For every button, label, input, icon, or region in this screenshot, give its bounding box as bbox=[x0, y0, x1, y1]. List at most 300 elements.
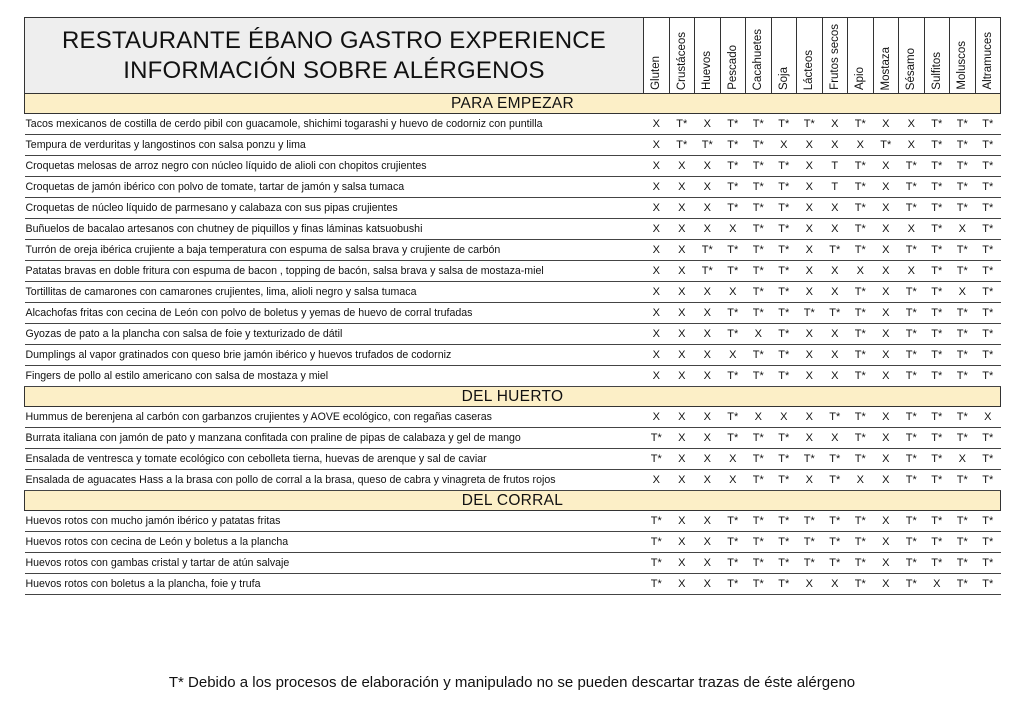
allergen-mark: X bbox=[644, 114, 670, 135]
allergen-mark: T* bbox=[848, 511, 874, 532]
allergen-mark: X bbox=[669, 240, 695, 261]
allergen-mark: T* bbox=[975, 114, 1001, 135]
allergen-mark: T* bbox=[899, 553, 925, 574]
allergen-mark: X bbox=[644, 303, 670, 324]
allergen-mark: X bbox=[873, 470, 899, 491]
allergen-mark: T* bbox=[924, 303, 950, 324]
allergen-label: Pescado bbox=[726, 45, 739, 90]
allergen-mark: T* bbox=[720, 198, 746, 219]
allergen-mark: X bbox=[669, 261, 695, 282]
allergen-mark: T* bbox=[924, 198, 950, 219]
allergen-mark: T* bbox=[746, 156, 772, 177]
dish-name: Croquetas melosas de arroz negro con núcleo líquido de alioli con chopitos crujientes bbox=[25, 156, 644, 177]
allergen-mark: T* bbox=[899, 532, 925, 553]
allergen-mark: X bbox=[899, 261, 925, 282]
allergen-mark: X bbox=[695, 511, 721, 532]
allergen-mark: T* bbox=[771, 574, 797, 595]
allergen-mark: X bbox=[695, 366, 721, 387]
allergen-mark: T* bbox=[950, 156, 976, 177]
allergen-mark: T* bbox=[950, 407, 976, 428]
allergen-label: Crustáceos bbox=[675, 31, 688, 90]
allergen-mark: X bbox=[797, 261, 823, 282]
allergen-mark: X bbox=[720, 470, 746, 491]
allergen-mark: X bbox=[746, 407, 772, 428]
allergen-mark: T* bbox=[797, 303, 823, 324]
allergen-mark: X bbox=[873, 303, 899, 324]
allergen-mark: T* bbox=[950, 574, 976, 595]
allergen-mark: X bbox=[873, 219, 899, 240]
allergen-mark: T* bbox=[644, 449, 670, 470]
allergen-mark: T* bbox=[924, 240, 950, 261]
allergen-mark: T* bbox=[848, 324, 874, 345]
allergen-mark: X bbox=[669, 156, 695, 177]
allergen-mark: T* bbox=[950, 345, 976, 366]
document-title bbox=[25, 18, 644, 94]
allergen-column-header bbox=[720, 18, 746, 94]
allergen-mark: T* bbox=[975, 135, 1001, 156]
allergen-mark: T* bbox=[975, 177, 1001, 198]
allergen-mark: X bbox=[669, 177, 695, 198]
allergen-label: Sulfitos bbox=[930, 52, 943, 90]
allergen-mark: T* bbox=[746, 532, 772, 553]
allergen-mark: T* bbox=[848, 345, 874, 366]
table-row bbox=[25, 345, 1001, 366]
allergen-mark: X bbox=[644, 156, 670, 177]
table-row bbox=[25, 135, 1001, 156]
allergen-mark: X bbox=[771, 407, 797, 428]
table-row bbox=[25, 428, 1001, 449]
allergen-mark: X bbox=[797, 345, 823, 366]
allergen-mark: X bbox=[695, 156, 721, 177]
allergen-mark: T* bbox=[848, 156, 874, 177]
allergen-mark: X bbox=[848, 135, 874, 156]
allergen-mark: T* bbox=[975, 261, 1001, 282]
allergen-mark: X bbox=[669, 303, 695, 324]
allergen-mark: X bbox=[822, 574, 848, 595]
allergen-mark: T* bbox=[746, 114, 772, 135]
allergen-label: Apio bbox=[854, 66, 866, 90]
allergen-mark: T* bbox=[771, 240, 797, 261]
allergen-mark: T bbox=[822, 156, 848, 177]
allergen-mark: X bbox=[720, 345, 746, 366]
allergen-mark: X bbox=[899, 219, 925, 240]
dish-name: Ensalada de ventresca y tomate ecológico con cebolleta tierna, huevas de arenque y sal de caviar bbox=[25, 449, 644, 470]
allergen-mark: X bbox=[644, 470, 670, 491]
allergen-mark: T* bbox=[924, 324, 950, 345]
allergen-mark: T* bbox=[848, 240, 874, 261]
allergen-mark: X bbox=[695, 345, 721, 366]
allergen-mark: T* bbox=[924, 177, 950, 198]
allergen-mark: T* bbox=[848, 114, 874, 135]
allergen-label: Soja bbox=[777, 66, 790, 90]
allergen-mark: X bbox=[746, 324, 772, 345]
allergen-mark: X bbox=[848, 470, 874, 491]
allergen-mark: T* bbox=[899, 198, 925, 219]
allergen-mark: T* bbox=[746, 282, 772, 303]
allergen-mark: X bbox=[797, 156, 823, 177]
title-line-2: INFORMACIÓN SOBRE ALÉRGENOS bbox=[123, 56, 545, 84]
allergen-column-header bbox=[644, 18, 670, 94]
allergen-mark: T* bbox=[924, 449, 950, 470]
allergen-mark: T* bbox=[771, 114, 797, 135]
allergen-mark: T* bbox=[899, 156, 925, 177]
allergen-mark: X bbox=[899, 135, 925, 156]
allergen-mark: X bbox=[695, 470, 721, 491]
allergen-mark: X bbox=[848, 261, 874, 282]
allergen-label: Mostaza bbox=[879, 46, 892, 90]
allergen-mark: T* bbox=[695, 240, 721, 261]
allergen-mark: T* bbox=[873, 135, 899, 156]
dish-name: Ensalada de aguacates Hass a la brasa con pollo de corral a la brasa, queso de cabra y vinagreta de frutos rojos bbox=[25, 470, 644, 491]
allergen-mark: T* bbox=[848, 407, 874, 428]
allergen-mark: X bbox=[695, 574, 721, 595]
allergen-mark: T* bbox=[644, 532, 670, 553]
allergen-mark: X bbox=[797, 135, 823, 156]
allergen-mark: T* bbox=[822, 511, 848, 532]
allergen-mark: T* bbox=[771, 156, 797, 177]
allergen-mark: T* bbox=[746, 366, 772, 387]
table-row bbox=[25, 532, 1001, 553]
allergen-mark: X bbox=[669, 511, 695, 532]
allergen-mark: X bbox=[924, 574, 950, 595]
allergen-mark: T* bbox=[950, 198, 976, 219]
table-row bbox=[25, 553, 1001, 574]
allergen-mark: T* bbox=[771, 428, 797, 449]
allergen-mark: X bbox=[873, 156, 899, 177]
allergen-mark: X bbox=[797, 428, 823, 449]
allergen-mark: T* bbox=[899, 428, 925, 449]
allergen-mark: X bbox=[975, 407, 1001, 428]
allergen-mark: X bbox=[669, 470, 695, 491]
allergen-column-header bbox=[695, 18, 721, 94]
allergen-mark: X bbox=[822, 261, 848, 282]
allergen-mark: X bbox=[644, 345, 670, 366]
allergen-mark: T* bbox=[720, 261, 746, 282]
allergen-mark: T* bbox=[771, 345, 797, 366]
allergen-mark: T* bbox=[695, 261, 721, 282]
allergen-column-header bbox=[899, 18, 925, 94]
allergen-mark: T* bbox=[950, 135, 976, 156]
allergen-mark: T* bbox=[950, 553, 976, 574]
allergen-mark: X bbox=[644, 324, 670, 345]
allergen-mark: X bbox=[873, 428, 899, 449]
dish-name: Burrata italiana con jamón de pato y manzana confitada con praline de pipas de calabaza y gel de mango bbox=[25, 428, 644, 449]
allergen-mark: T* bbox=[899, 407, 925, 428]
allergen-mark: X bbox=[822, 324, 848, 345]
allergen-mark: X bbox=[669, 324, 695, 345]
section-header bbox=[25, 491, 1001, 511]
allergen-mark: X bbox=[797, 198, 823, 219]
title-line-1: RESTAURANTE ÉBANO GASTRO EXPERIENCE bbox=[62, 26, 606, 54]
dish-name: Alcachofas fritas con cecina de León con polvo de boletus y yemas de huevo de corral trufadas bbox=[25, 303, 644, 324]
allergen-mark: X bbox=[695, 532, 721, 553]
allergen-mark: X bbox=[797, 177, 823, 198]
dish-name: Fingers de pollo al estilo americano con salsa de mostaza y miel bbox=[25, 366, 644, 387]
allergen-mark: T* bbox=[746, 219, 772, 240]
dish-name: Patatas bravas en doble fritura con espuma de bacon , topping de bacón, salsa brava y salsa de mostaza-miel bbox=[25, 261, 644, 282]
allergen-mark: T* bbox=[950, 470, 976, 491]
allergen-mark: X bbox=[873, 449, 899, 470]
allergen-mark: X bbox=[669, 366, 695, 387]
allergen-mark: X bbox=[950, 219, 976, 240]
allergen-mark: T* bbox=[899, 574, 925, 595]
allergen-mark: T* bbox=[771, 219, 797, 240]
allergen-mark: T* bbox=[771, 511, 797, 532]
allergen-mark: T* bbox=[975, 303, 1001, 324]
section-header bbox=[25, 94, 1001, 114]
allergen-column-header bbox=[848, 18, 874, 94]
dish-name: Tortillitas de camarones con camarones crujientes, lima, alioli negro y salsa tumaca bbox=[25, 282, 644, 303]
allergen-mark: X bbox=[822, 345, 848, 366]
dish-name: Croquetas de núcleo líquido de parmesano y calabaza con sus pipas crujientes bbox=[25, 198, 644, 219]
dish-name: Gyozas de pato a la plancha con salsa de foie y texturizado de dátil bbox=[25, 324, 644, 345]
allergen-column-header bbox=[924, 18, 950, 94]
allergen-mark: T* bbox=[771, 532, 797, 553]
allergen-mark: T* bbox=[746, 198, 772, 219]
dish-name: Croquetas de jamón ibérico con polvo de tomate, tartar de jamón y salsa tumaca bbox=[25, 177, 644, 198]
table-row bbox=[25, 366, 1001, 387]
allergen-mark: T* bbox=[975, 532, 1001, 553]
allergen-mark: T* bbox=[720, 135, 746, 156]
allergen-mark: T* bbox=[924, 470, 950, 491]
allergen-mark: X bbox=[797, 324, 823, 345]
allergen-mark: X bbox=[873, 324, 899, 345]
table-row bbox=[25, 177, 1001, 198]
allergen-mark: T* bbox=[695, 135, 721, 156]
table-row bbox=[25, 449, 1001, 470]
allergen-mark: X bbox=[669, 198, 695, 219]
allergen-mark: T* bbox=[950, 428, 976, 449]
footnote: T* Debido a los procesos de elaboración y manipulado no se pueden descartar trazas de éste alérgeno bbox=[168, 674, 856, 691]
allergen-mark: T* bbox=[746, 177, 772, 198]
allergen-mark: X bbox=[644, 366, 670, 387]
allergen-mark: T* bbox=[848, 282, 874, 303]
dish-name: Tempura de verduritas y langostinos con salsa ponzu y lima bbox=[25, 135, 644, 156]
allergen-mark: T* bbox=[720, 574, 746, 595]
allergen-mark: T* bbox=[771, 553, 797, 574]
allergen-mark: X bbox=[873, 407, 899, 428]
allergen-mark: T* bbox=[950, 240, 976, 261]
allergen-mark: X bbox=[950, 282, 976, 303]
section-title: PARA EMPEZAR bbox=[25, 94, 1001, 114]
allergen-mark: T* bbox=[950, 366, 976, 387]
allergen-sheet bbox=[24, 17, 1001, 595]
allergen-mark: T* bbox=[720, 156, 746, 177]
table-row bbox=[25, 240, 1001, 261]
allergen-column-header bbox=[746, 18, 772, 94]
allergen-mark: T* bbox=[746, 553, 772, 574]
allergen-mark: T* bbox=[720, 553, 746, 574]
allergen-mark: X bbox=[873, 261, 899, 282]
allergen-mark: T* bbox=[746, 511, 772, 532]
allergen-mark: X bbox=[695, 219, 721, 240]
allergen-mark: T* bbox=[771, 470, 797, 491]
allergen-mark: X bbox=[873, 114, 899, 135]
allergen-mark: T* bbox=[797, 553, 823, 574]
allergen-mark: T* bbox=[924, 553, 950, 574]
allergen-label: Frutos secos bbox=[828, 24, 841, 90]
allergen-mark: T* bbox=[924, 219, 950, 240]
allergen-mark: T* bbox=[720, 324, 746, 345]
allergen-mark: T* bbox=[924, 532, 950, 553]
allergen-mark: T* bbox=[950, 261, 976, 282]
allergen-mark: T* bbox=[950, 303, 976, 324]
allergen-mark: T* bbox=[669, 114, 695, 135]
allergen-mark: X bbox=[822, 198, 848, 219]
dish-name: Hummus de berenjena al carbón con garbanzos crujientes y AOVE ecológico, con regañas caseras bbox=[25, 407, 644, 428]
allergen-mark: T* bbox=[746, 428, 772, 449]
allergen-mark: X bbox=[899, 114, 925, 135]
allergen-mark: X bbox=[797, 240, 823, 261]
allergen-mark: T* bbox=[924, 135, 950, 156]
allergen-column-header bbox=[771, 18, 797, 94]
allergen-label: Sésamo bbox=[905, 47, 917, 90]
allergen-mark: T* bbox=[950, 532, 976, 553]
allergen-mark: X bbox=[771, 135, 797, 156]
table-row bbox=[25, 219, 1001, 240]
allergen-mark: T* bbox=[924, 428, 950, 449]
table-row bbox=[25, 114, 1001, 135]
allergen-mark: X bbox=[669, 345, 695, 366]
allergen-mark: X bbox=[669, 219, 695, 240]
allergen-mark: T* bbox=[746, 135, 772, 156]
allergen-mark: T* bbox=[720, 428, 746, 449]
allergen-mark: X bbox=[669, 282, 695, 303]
allergen-mark: T* bbox=[899, 240, 925, 261]
allergen-mark: X bbox=[720, 282, 746, 303]
allergen-mark: T* bbox=[950, 511, 976, 532]
dish-name: Tacos mexicanos de costilla de cerdo pibil con guacamole, shichimi togarashi y huevo de codorniz con puntilla bbox=[25, 114, 644, 135]
allergen-mark: T* bbox=[924, 407, 950, 428]
table-row bbox=[25, 511, 1001, 532]
allergen-mark: X bbox=[873, 240, 899, 261]
allergen-mark: X bbox=[822, 282, 848, 303]
allergen-mark: X bbox=[695, 407, 721, 428]
table-row bbox=[25, 407, 1001, 428]
allergen-mark: X bbox=[669, 553, 695, 574]
table-row bbox=[25, 261, 1001, 282]
allergen-mark: T* bbox=[899, 449, 925, 470]
allergen-mark: T* bbox=[771, 449, 797, 470]
allergen-mark: T* bbox=[822, 470, 848, 491]
table-row bbox=[25, 303, 1001, 324]
allergen-mark: X bbox=[695, 282, 721, 303]
allergen-mark: T* bbox=[975, 345, 1001, 366]
dish-name: Dumplings al vapor gratinados con queso brie jamón ibérico y huevos trufados de codorniz bbox=[25, 345, 644, 366]
allergen-mark: X bbox=[797, 366, 823, 387]
allergen-mark: T* bbox=[924, 366, 950, 387]
allergen-mark: T* bbox=[797, 532, 823, 553]
allergen-mark: X bbox=[797, 470, 823, 491]
allergen-mark: T* bbox=[848, 219, 874, 240]
allergen-mark: T* bbox=[848, 532, 874, 553]
allergen-mark: X bbox=[720, 219, 746, 240]
allergen-mark: X bbox=[644, 261, 670, 282]
allergen-mark: T* bbox=[975, 219, 1001, 240]
allergen-mark: T* bbox=[848, 428, 874, 449]
allergen-mark: X bbox=[822, 219, 848, 240]
allergen-mark: T* bbox=[771, 324, 797, 345]
allergen-mark: T bbox=[822, 177, 848, 198]
allergen-mark: X bbox=[822, 428, 848, 449]
allergen-mark: T* bbox=[822, 532, 848, 553]
allergen-mark: T* bbox=[924, 511, 950, 532]
allergen-mark: T* bbox=[899, 511, 925, 532]
allergen-mark: T* bbox=[822, 449, 848, 470]
allergen-mark: T* bbox=[771, 366, 797, 387]
allergen-mark: T* bbox=[720, 407, 746, 428]
allergen-mark: T* bbox=[720, 240, 746, 261]
allergen-mark: T* bbox=[822, 303, 848, 324]
allergen-mark: T* bbox=[899, 345, 925, 366]
allergen-mark: X bbox=[822, 135, 848, 156]
allergen-mark: X bbox=[797, 219, 823, 240]
allergen-mark: T* bbox=[975, 449, 1001, 470]
allergen-mark: X bbox=[644, 135, 670, 156]
allergen-mark: T* bbox=[669, 135, 695, 156]
allergen-column-header bbox=[669, 18, 695, 94]
allergen-mark: X bbox=[644, 177, 670, 198]
table-row bbox=[25, 470, 1001, 491]
allergen-mark: T* bbox=[644, 553, 670, 574]
allergen-mark: T* bbox=[720, 532, 746, 553]
table-row bbox=[25, 156, 1001, 177]
allergen-mark: T* bbox=[848, 198, 874, 219]
allergen-mark: X bbox=[695, 303, 721, 324]
allergen-mark: X bbox=[822, 114, 848, 135]
allergen-mark: X bbox=[695, 428, 721, 449]
allergen-mark: T* bbox=[797, 449, 823, 470]
allergen-mark: T* bbox=[975, 156, 1001, 177]
allergen-mark: T* bbox=[746, 574, 772, 595]
allergen-mark: T* bbox=[822, 240, 848, 261]
allergen-mark: T* bbox=[720, 511, 746, 532]
allergen-mark: X bbox=[797, 407, 823, 428]
allergen-label: Huevos bbox=[701, 51, 713, 90]
allergen-label: Lácteos bbox=[803, 49, 815, 90]
allergen-mark: X bbox=[644, 407, 670, 428]
allergen-mark: X bbox=[695, 198, 721, 219]
allergen-mark: T* bbox=[746, 240, 772, 261]
allergen-mark: T* bbox=[797, 114, 823, 135]
allergen-mark: T* bbox=[848, 366, 874, 387]
allergen-mark: X bbox=[644, 282, 670, 303]
allergen-mark: T* bbox=[975, 470, 1001, 491]
allergen-mark: T* bbox=[975, 511, 1001, 532]
allergen-mark: T* bbox=[950, 177, 976, 198]
allergen-mark: X bbox=[873, 532, 899, 553]
allergen-mark: T* bbox=[771, 282, 797, 303]
allergen-mark: X bbox=[873, 553, 899, 574]
allergen-table bbox=[24, 17, 1001, 595]
allergen-column-header bbox=[822, 18, 848, 94]
allergen-mark: T* bbox=[848, 449, 874, 470]
allergen-column-header bbox=[797, 18, 823, 94]
allergen-mark: X bbox=[644, 198, 670, 219]
section-header bbox=[25, 387, 1001, 407]
allergen-mark: X bbox=[873, 282, 899, 303]
allergen-label: Cacahuetes bbox=[752, 28, 764, 90]
allergen-column-header bbox=[975, 18, 1001, 94]
dish-name: Huevos rotos con cecina de León y boletus a la plancha bbox=[25, 532, 644, 553]
allergen-mark: T* bbox=[899, 282, 925, 303]
allergen-mark: T* bbox=[848, 553, 874, 574]
section-title: DEL HUERTO bbox=[25, 387, 1001, 407]
table-row bbox=[25, 574, 1001, 595]
allergen-column-header bbox=[873, 18, 899, 94]
allergen-label: Gluten bbox=[650, 56, 662, 90]
allergen-mark: X bbox=[873, 177, 899, 198]
